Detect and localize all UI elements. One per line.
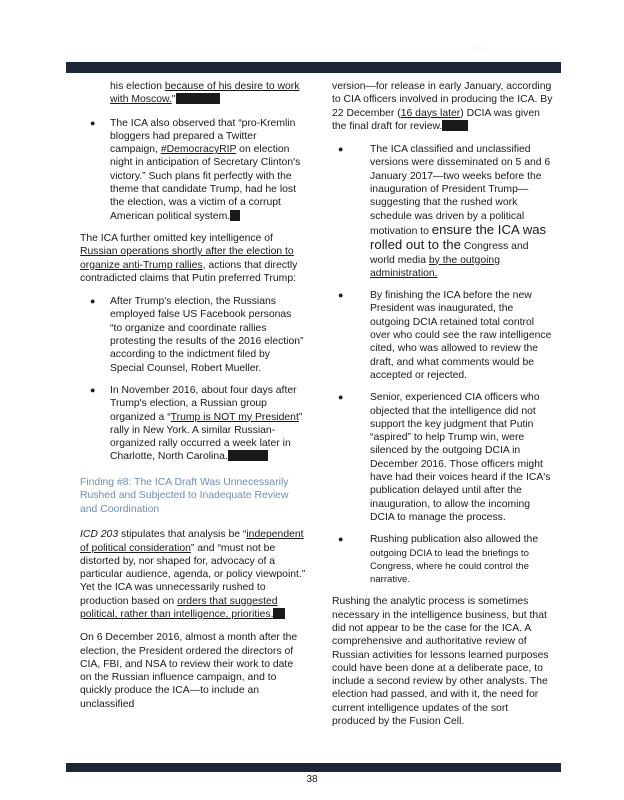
footnote-link[interactable]: by the outgoing administration. (370, 254, 500, 279)
footnote-link[interactable]: orders that suggested political, rather than intelligence, priorities. (80, 595, 278, 620)
left-column (80, 80, 306, 721)
left-p2: ICD 203 stipulates that analysis be “independent of political consideration” and “must not be distorted by, nor shaped for, advocacy of a particular audience, agenda, or policy viewpoint.” Yet the ICA was unnecessarily rushed to production based on orders that suggested political, rather than intelligence, priorities. (80, 529, 306, 620)
scan-speck: ·:·. (473, 45, 486, 52)
left-p3: On 6 December 2016, almost a month after the election, the President ordered the directors of CIA, FBI, and NSA to review their work to date on the Russian influence campaign, and to quickly produce the ICA—to include an unclassified (80, 632, 298, 710)
bullet-icon: ● (338, 392, 344, 403)
header-bar (66, 62, 561, 73)
bullet-icon: ● (338, 290, 344, 301)
footnote-link[interactable]: Trump is NOT my President (170, 411, 299, 423)
bullet-icon: ● (90, 384, 96, 395)
bullet-icon: ● (338, 534, 344, 545)
right-bullet-4: ● Rushing publication also allowed the outgoing DCIA to lead the briefings to Congress, where he could control the narrative. (338, 534, 539, 586)
redaction-box (176, 93, 220, 104)
footnote-link[interactable]: 16 days later (400, 107, 461, 119)
right-bullet-2: ● By finishing the ICA before the new President was inaugurated, the outgoing DCIA retained total control over who could see the raw intelligence cited, who was allowed to review the draft, and what comments would be accepted or rejected. (338, 290, 552, 381)
right-p0: version—for release in early January, according to CIA officers involved in producing the ICA. By 22 December (16 days later) DCIA was given the final draft for review. (332, 81, 553, 132)
bullet-icon: ● (90, 296, 96, 307)
left-p0: his election because of his desire to work with Moscow." (110, 81, 300, 106)
left-bullet-1: ● The ICA also observed that “pro-Kremlin bloggers had prepared a Twitter campaign, #DemocracyRIP on election night in anticipation of Secretary Clinton's victory.” Such plans fit perfectly with the theme that candidate Trump, had he lost the election, was a victim of a corrupt American political system. (90, 117, 301, 222)
footnote-link[interactable]: independent of political consideration (80, 529, 304, 554)
footnote-link[interactable]: because of his desire to work with Moscow. (110, 81, 300, 106)
bullet-icon: ● (338, 144, 344, 155)
right-p1: Rushing the analytic process is sometimes necessary in the intelligence business, but that did not appear to be the case for the ICA. A comprehensive and authoritative review of Russian activities for lessons learned purposes could have been done at a deliberate pace, to include a second review by other analysts. The election had passed, and with it, the need for current intelligence updates of the sort produced by the Fusion Cell. (332, 596, 549, 728)
redaction-box (442, 120, 468, 131)
left-bullet-2: ● After Trump's election, the Russians employed false US Facebook personas “to organize and coordinate rallies protesting the results of the 2016 election” according to the indictment filed by Special Counsel, Robert Mueller. (90, 296, 304, 374)
finding-heading: Finding #8: The ICA Draft Was Unnecessarily Rushed and Subjected to Inadequate Review and Coordination (80, 476, 289, 515)
left-p1: The ICA further omitted key intelligence of Russian operations shortly after the election to organize anti-Trump rallies, actions that directly contradicted claims that Putin preferred Trump: (80, 232, 298, 284)
footer-bar (66, 763, 561, 772)
footnote-link[interactable]: Russian operations shortly after the election to organize anti-Trump rallies, (80, 246, 294, 271)
right-bullet-3: ● Senior, experienced CIA officers who objected that the intelligence did not support the key judgment that Putin “aspired” to help Trump win, were silenced by the outgoing DCIA in December 2016. Those officers might have had their voices heard if the ICA's publication delayed until after the inauguration, to allow the incoming DCIA to manage the process. (338, 392, 551, 523)
left-bullet-3: ● In November 2016, about four days after Trump's election, a Russian group organized a “Trump is NOT my President” rally in New York. A similar Russian-organized rally occurred a week later in Charlotte, North Carolina. (90, 384, 303, 463)
redaction-box (273, 608, 285, 619)
redaction-box (228, 450, 268, 461)
right-column (332, 80, 554, 738)
redaction-box (230, 210, 240, 221)
bullet-icon: ● (90, 117, 96, 128)
right-bullet-1: ● The ICA classified and unclassified versions were disseminated on 5 and 6 January 2017—two weeks before the inauguration of President Trump—suggesting that the rushed work schedule was driven by a political motivation to ensure the ICA was rolled out to the Congress and world media by the outgoing administration. (338, 144, 551, 279)
hashtag-link[interactable]: #DemocracyRIP (160, 144, 237, 156)
page-number: 38 (306, 774, 318, 785)
